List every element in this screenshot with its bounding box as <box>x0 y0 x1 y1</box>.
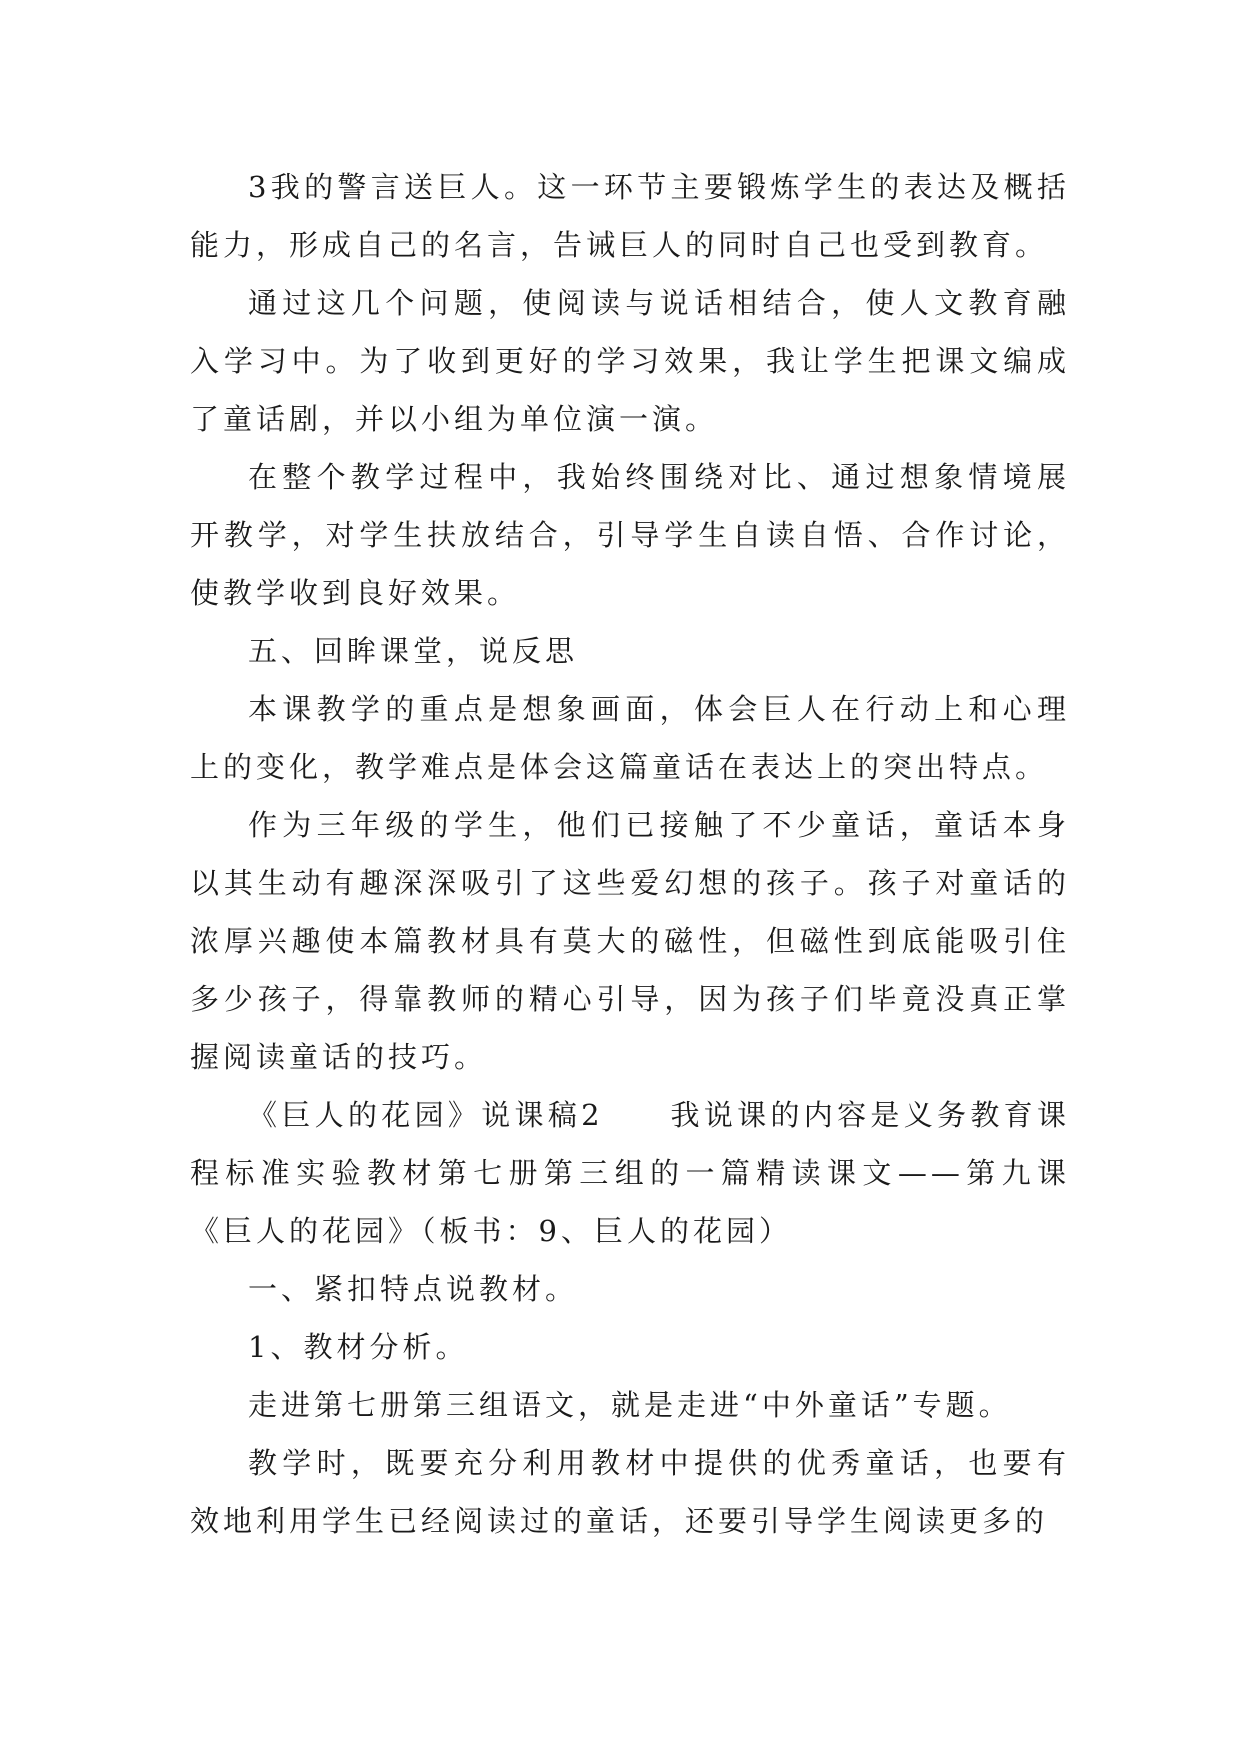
paragraph-teaching-approach: 教学时，既要充分利用教材中提供的优秀童话，也要有效地利用学生已经阅读过的童话，还要引导学生阅读更多的 <box>190 1446 1070 1538</box>
section-heading-textbook: 一、紧扣特点说教材。 <box>248 1272 579 1306</box>
document-body <box>190 158 1070 1550</box>
paragraph-lesson-plan-2-intro: 《巨人的花园》说课稿2 我说课的内容是义务教育课程标准实验教材第七册第三组的一篇精读课文——第九课《巨人的花园》（板书：9、巨人的花园） <box>190 1098 1070 1248</box>
subheading-textbook-analysis: 1、教材分析。 <box>248 1330 469 1364</box>
paragraph-reading-and-speaking: 通过这几个问题，使阅读与说话相结合，使人文教育融入学习中。为了收到更好的学习效果，我让学生把课文编成了童话剧，并以小组为单位演一演。 <box>190 286 1070 436</box>
paragraph-warning-to-giant: 3我的警言送巨人。这一环节主要锻炼学生的表达及概括能力，形成自己的名言，告诫巨人的同时自己也受到教育。 <box>190 170 1070 262</box>
paragraph-key-points: 本课教学的重点是想象画面，体会巨人在行动上和心理上的变化，教学难点是体会这篇童话在表达上的突出特点。 <box>190 692 1070 784</box>
paragraph-teaching-process: 在整个教学过程中，我始终围绕对比、通过想象情境展开教学，对学生扶放结合，引导学生自读自悟、合作讨论，使教学收到良好效果。 <box>190 460 1070 610</box>
paragraph-third-grade-students: 作为三年级的学生，他们已接触了不少童话，童话本身以其生动有趣深深吸引了这些爱幻想的孩子。孩子对童话的浓厚兴趣使本篇教材具有莫大的磁性，但磁性到底能吸引住多少孩子，得靠教师的精心引导，因为孩子们毕竟没真正掌握阅读童话的技巧。 <box>190 808 1070 1074</box>
paragraph-fairy-tale-topic: 走进第七册第三组语文，就是走进“中外童话”专题。 <box>248 1388 1012 1422</box>
section-heading-reflection: 五、回眸课堂，说反思 <box>248 634 579 668</box>
